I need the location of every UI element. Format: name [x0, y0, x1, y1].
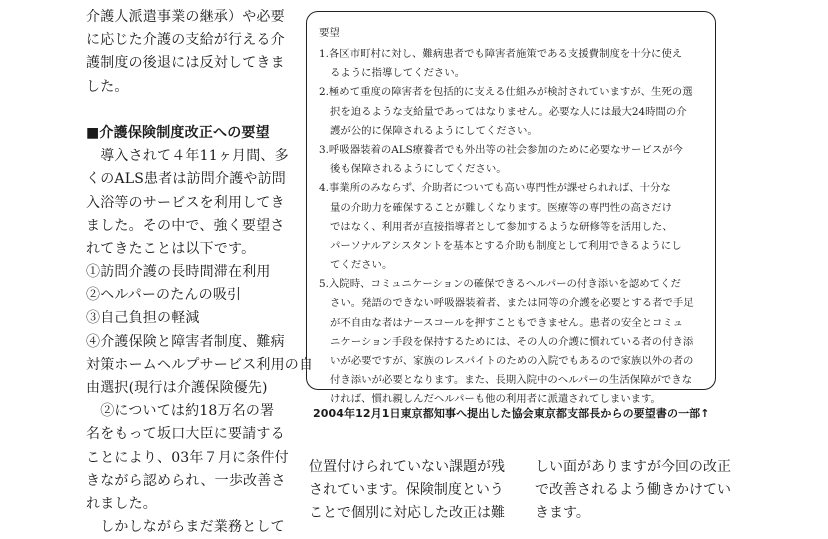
body-text-line: で改善されるよう働きかけてい	[535, 482, 731, 499]
body-text-line: 入浴等のサービスを利用してき	[86, 194, 285, 211]
section-heading: ■介護保険制度改正への要望	[86, 124, 270, 141]
request-line: パーソナルアシスタントを基本とする介助も制度として利用できるようにし	[330, 239, 682, 252]
request-box-title: 要望	[319, 27, 340, 39]
body-text-line: 名をもって坂口大臣に要請する	[86, 426, 285, 443]
list-item-continuation: 由選択(現行は介護保険優先)	[86, 380, 268, 396]
body-text-line: 導入されて４年11ヶ月間、多	[86, 148, 289, 165]
request-line: いが必要ですが、家族のレスパイトのための入院でもあるので家族以外の者の	[330, 355, 694, 367]
body-text-line: 介護人派遣事業の継承）や必要	[86, 9, 285, 25]
body-text-line: れてきたことは以下です。	[86, 240, 256, 257]
request-line: ニケーション手段を保持するためには、その人の介護に慣れている者の付き添	[330, 335, 694, 348]
list-item: ④介護保険と障害者制度、難病	[86, 333, 285, 350]
request-line: 3.呼吸器装着のALS療養者でも外出等の社会参加のために必要なサービスが今	[319, 143, 683, 156]
paragraph-gap	[86, 99, 272, 122]
body-text-line: されています。保険制度という	[309, 482, 504, 499]
request-line: 付き添いが必要となります。また、長期入院中のヘルパーの生活保障ができな	[330, 374, 693, 387]
request-item-4	[319, 179, 705, 275]
request-line: さい。発語のできない呼吸器装着者、または同等の介護を必要とする者で手足	[330, 297, 694, 310]
body-text-line: くのALS患者は訪問介護や訪問	[86, 171, 286, 188]
body-text-line: ②については約18万名の署	[86, 403, 275, 420]
request-box	[306, 11, 716, 406]
request-item-5	[319, 275, 705, 409]
body-text-line: れました。	[86, 495, 157, 512]
box-caption: 2004年12月1日東京都知事へ提出した協会東京都支部長からの要望書の一部↑	[313, 407, 710, 420]
request-line: 択を迫るような支給量であってはなりません。必要な人には最大24時間の介	[330, 105, 687, 118]
list-item: ③自己負担の軽減	[86, 310, 200, 327]
request-line: 護が公的に保障されるようにしてください。	[330, 124, 538, 137]
request-line: 4.事業所のみならず、介助者についても高い専門性が課せられれば、十分な	[319, 182, 671, 195]
list-item: ①訪問介護の長時間滞在利用	[86, 264, 271, 281]
request-line: ければ、慣れ親しんだヘルパーも他の利用者に派遣されてしまいます。	[330, 393, 661, 406]
body-text-line: ことにより、03年７月に条件付	[86, 449, 289, 466]
body-text-line: 護制度の後退には反対してきま	[86, 55, 285, 72]
request-line: るように指導してください。	[330, 67, 466, 80]
list-item-continuation: 対策ホームヘルプサービス利用の自	[86, 356, 314, 373]
request-line: 2.極めて重度の障害者を包括的に支える仕組みが検討されていますが、生死の選	[319, 86, 693, 99]
request-line: が不自由な者はナースコールを押すこともできません。患者の安全とコミュ	[330, 316, 683, 329]
body-text-line: きながら認められ、一歩改善さ	[86, 472, 286, 489]
list-item: ②ヘルパーのたんの吸引	[86, 287, 242, 304]
request-line: 量の介助力を確保することが難しくなります。医療等の専門性の高さだけ	[330, 201, 673, 214]
right-text-column	[535, 456, 735, 526]
request-line: 1.各区市町村に対し、難病患者でも障害者施策である支援費制度を十分に使え	[319, 48, 683, 60]
body-text-line: しかしながらまだ業務として	[86, 519, 285, 536]
body-text-line: ました。その中で、強く要望さ	[86, 217, 285, 234]
body-text-line: ことで個別に対応した改正は難	[309, 505, 505, 522]
body-text-line: きます。	[535, 505, 590, 522]
request-item-1	[319, 45, 705, 83]
left-text-column	[86, 6, 314, 539]
request-item-3	[319, 141, 705, 179]
body-text-line: 位置付けられていない課題が残	[309, 459, 505, 475]
body-text-line: した。	[86, 78, 129, 95]
middle-text-column	[309, 456, 509, 526]
request-item-2	[319, 83, 705, 141]
body-text-line: しい面がありますが今回の改正	[535, 459, 731, 475]
request-line: ではなく、利用者が直接指導者として参加するような研修等を活用した、	[330, 220, 673, 233]
request-line: 5.入院時、コミュニケーションの確保できるヘルパーの付き添いを認めてくだ	[319, 278, 681, 291]
request-line: てください。	[330, 259, 393, 272]
body-text-line: に応じた介護の支給が行える介	[86, 32, 285, 49]
request-line: 後も保障されるようにしてください。	[330, 163, 507, 176]
